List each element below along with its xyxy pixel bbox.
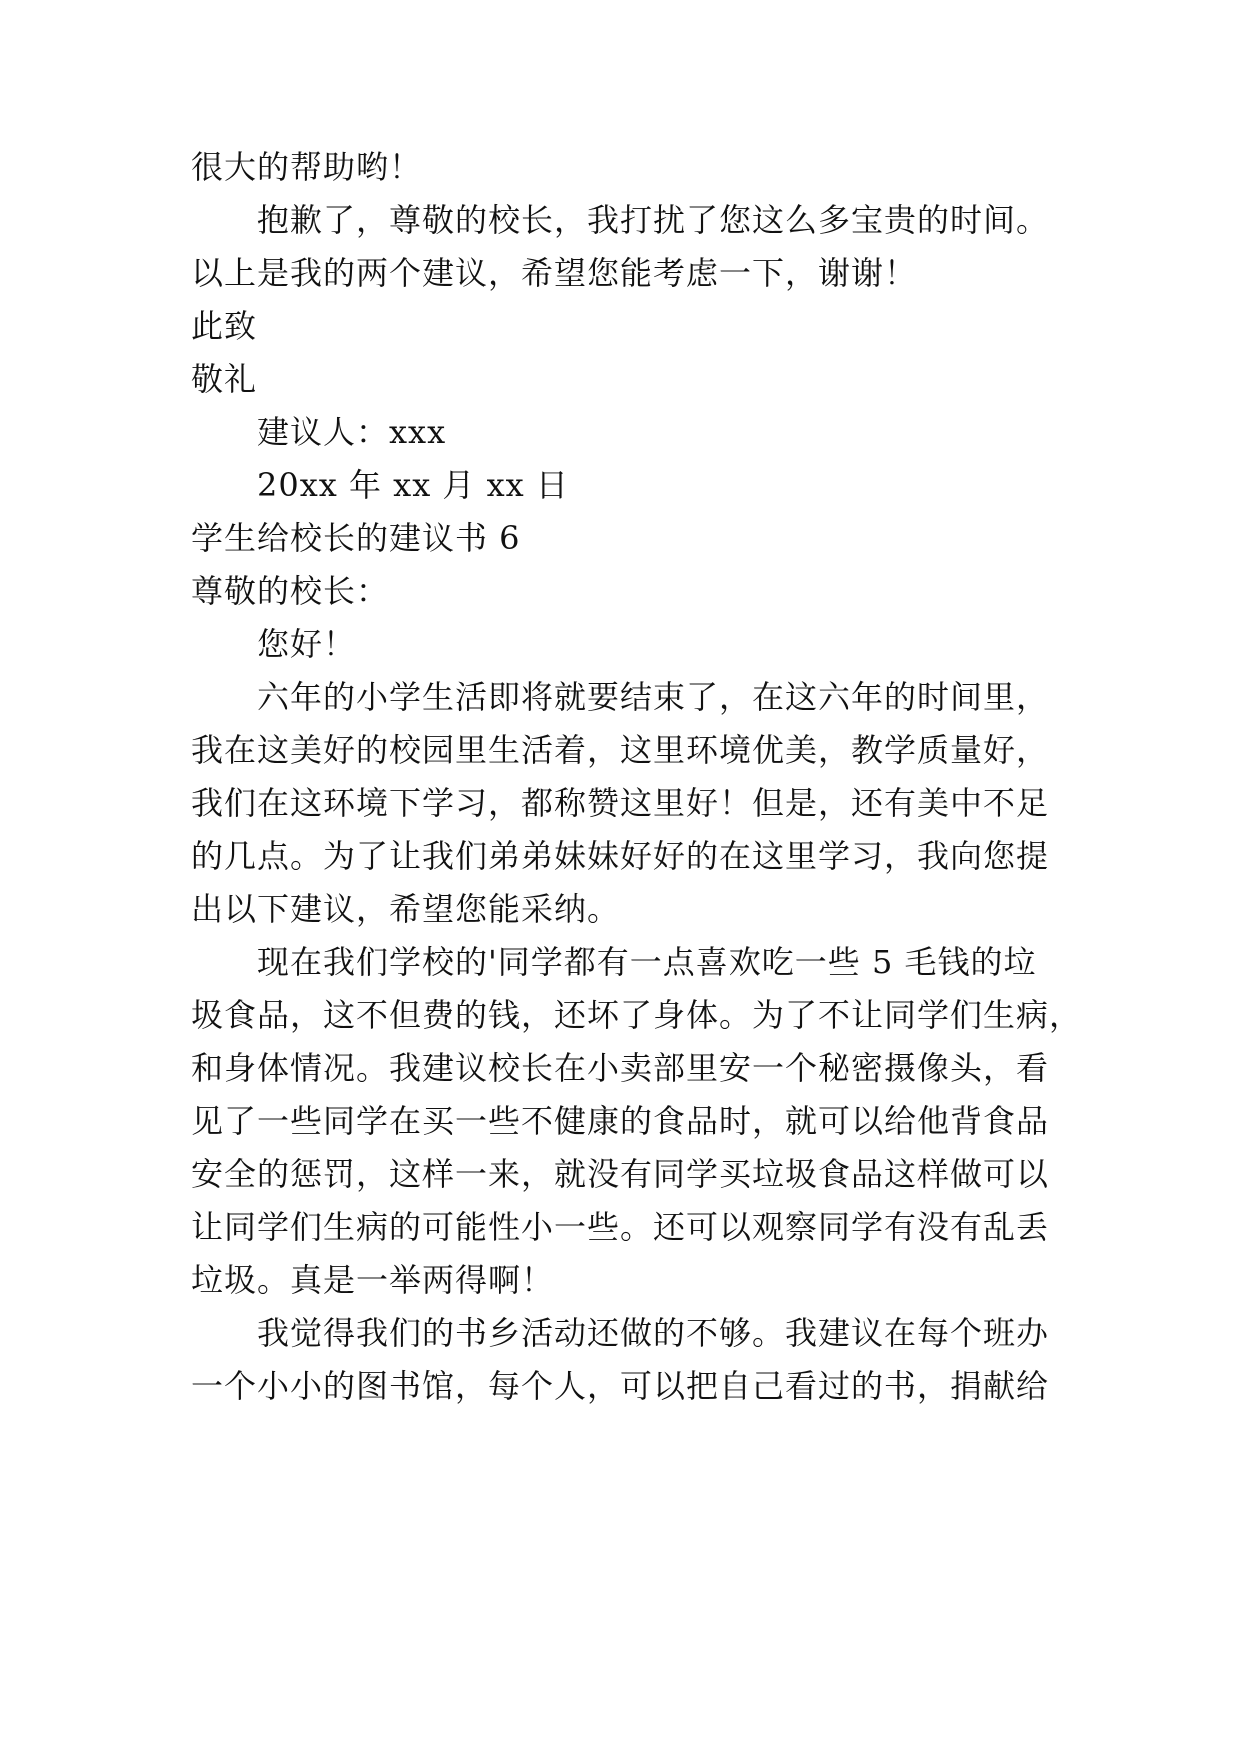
greeting: 您好！ [257,625,357,663]
signature-date: 20xx 年 xx 月 xx 日 [257,466,569,504]
signature-name: 建议人：xxx [257,413,447,451]
text-line: 我在这美好的校园里生活着，这里环境优美，教学质量好， [191,731,1050,769]
text-line: 抱歉了，尊敬的校长，我打扰了您这么多宝贵的时间。 [257,201,1050,239]
text-line: 安全的惩罚，这样一来，就没有同学买垃圾食品这样做可以 [191,1155,1050,1193]
section-title: 学生给校长的建议书 6 [191,519,521,557]
text-line: 我觉得我们的书乡活动还做的不够。我建议在每个班办 [257,1314,1050,1352]
text-line: 很大的帮助哟！ [191,148,423,186]
text-line: 我们在这环境下学习，都称赞这里好！但是，还有美中不足 [191,784,1050,822]
closing-salutation: 敬礼 [191,360,258,398]
text-line: 出以下建议，希望您能采纳。 [191,890,621,928]
text-line: 让同学们生病的可能性小一些。还可以观察同学有没有乱丢 [191,1208,1050,1246]
text-line: 垃圾。真是一举两得啊！ [191,1261,555,1299]
text-line: 现在我们学校的'同学都有一点喜欢吃一些 5 毛钱的垃 [257,943,1037,981]
text-line: 一个小小的图书馆，每个人，可以把自己看过的书，捐献给 [191,1367,1050,1405]
text-line: 的几点。为了让我们弟弟妹妹好好的在这里学习，我向您提 [191,837,1050,875]
text-line: 和身体情况。我建议校长在小卖部里安一个秘密摄像头，看 [191,1049,1050,1087]
text-line: 以上是我的两个建议，希望您能考虑一下，谢谢！ [191,254,918,292]
text-line: 圾食品，这不但费的钱，还坏了身体。为了不让同学们生病， [191,996,1083,1034]
closing-phrase: 此致 [191,307,258,345]
letter-salutation: 尊敬的校长： [191,572,390,610]
text-line: 六年的小学生活即将就要结束了，在这六年的时间里， [257,678,1050,716]
text-line: 见了一些同学在买一些不健康的食品时，就可以给他背食品 [191,1102,1050,1140]
